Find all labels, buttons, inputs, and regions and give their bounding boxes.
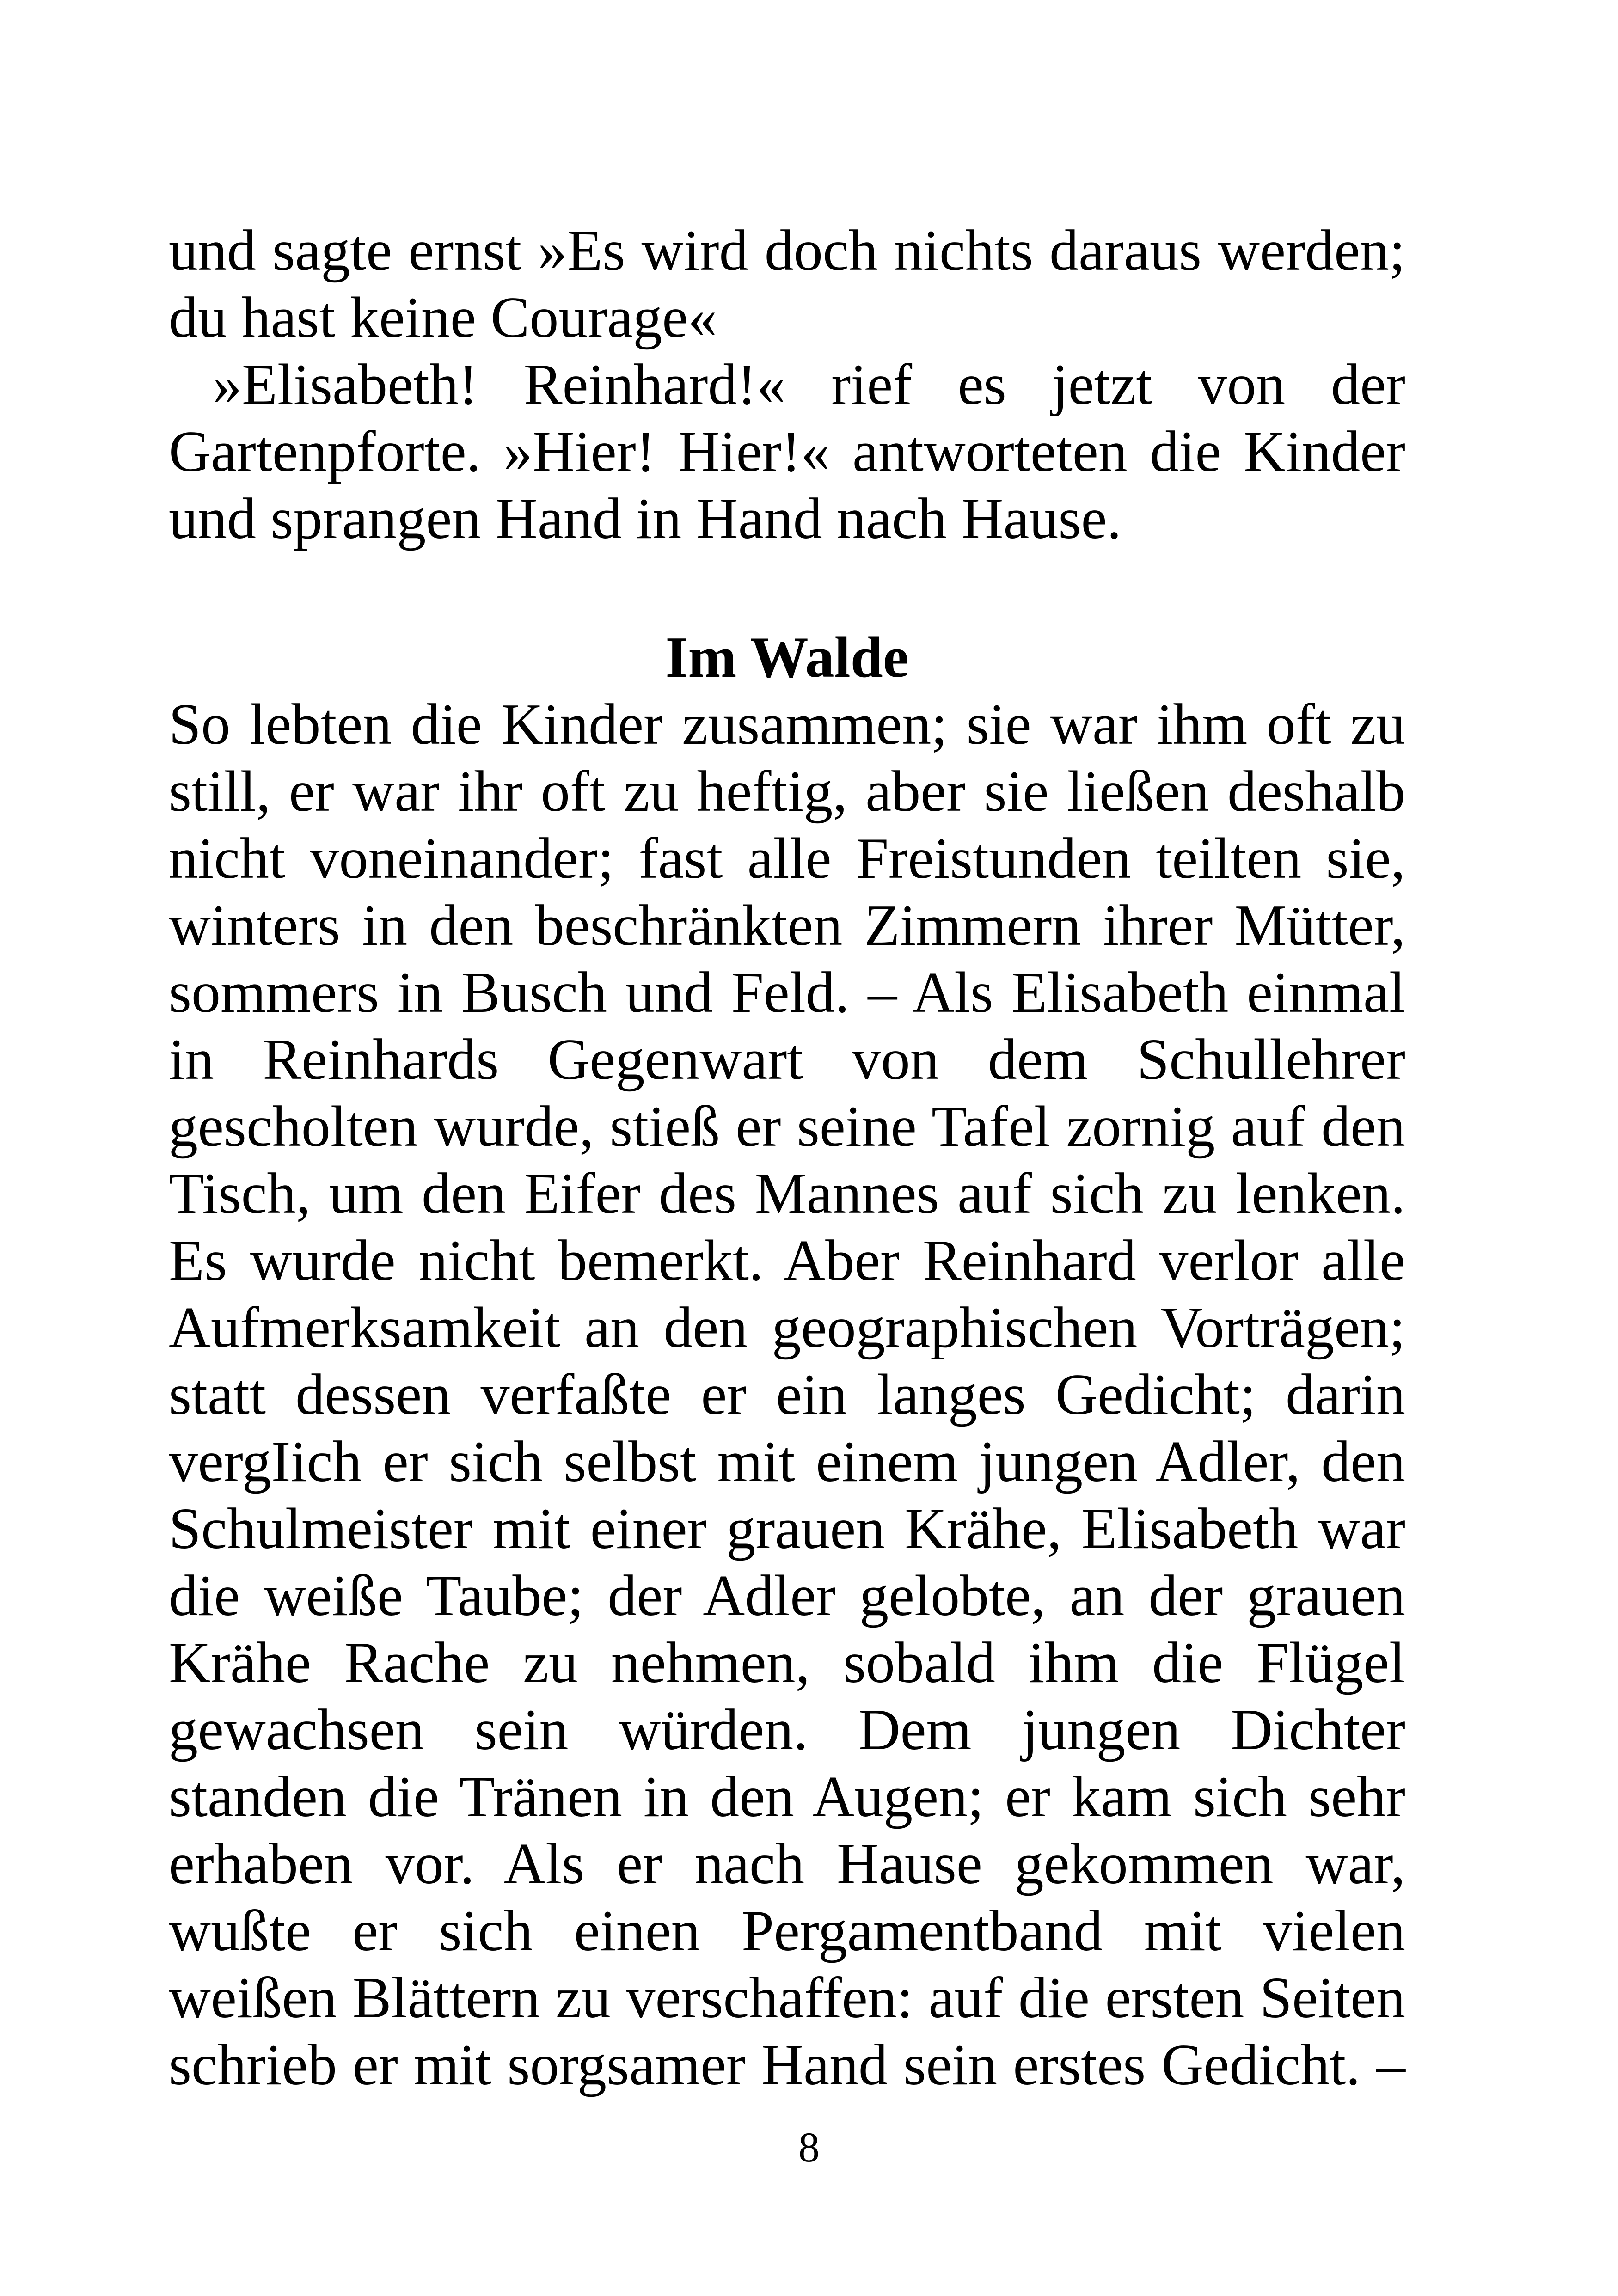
text-line: sommers in Busch und Feld. – Als Elisabeth einmal [169, 961, 1405, 1025]
text-line: die weiße Taube; der Adler gelobte, an der grauen [169, 1564, 1405, 1628]
text-line: wußte er sich einen Pergamentband mit vielen [169, 1899, 1405, 1963]
page-number: 8 [798, 2124, 820, 2171]
text-line: Aufmerksamkeit an den geographischen Vorträgen; [169, 1296, 1405, 1360]
text-line: Es wurde nicht bemerkt. Aber Reinhard verlor alle [169, 1229, 1405, 1293]
text-line: Gartenpforte. »Hier! Hier!« antworteten die Kinder [169, 420, 1405, 484]
text-line: und sprangen Hand in Hand nach Hause. [169, 487, 1122, 551]
text-line: erhaben vor. Als er nach Hause gekommen war, [169, 1832, 1405, 1896]
text-line: So lebten die Kinder zusammen; sie war ihm oft zu [169, 692, 1405, 757]
paragraph-2 [169, 351, 1405, 552]
text-line: gescholten wurde, stieß er seine Tafel zornig auf den [169, 1095, 1405, 1159]
paragraph-3 [169, 691, 1405, 2099]
text-line: weißen Blättern zu verschaffen: auf die ersten Seiten [169, 1966, 1405, 2030]
text-line: schrieb er mit sorgsamer Hand sein erstes Gedicht. – [169, 2033, 1405, 2097]
text-line: in Reinhards Gegenwart von dem Schullehrer [169, 1028, 1405, 1092]
text-line: Schulmeister mit einer grauen Krähe, Elisabeth war [169, 1497, 1405, 1561]
page-body [169, 217, 1405, 2099]
text-line: winters in den beschränkten Zimmern ihrer Mütter, [169, 894, 1405, 958]
text-line: gewachsen sein würden. Dem jungen Dichter [169, 1698, 1405, 1762]
text-line: Krähe Rache zu nehmen, sobald ihm die Flügel [169, 1631, 1405, 1695]
paragraph-1 [169, 217, 1405, 351]
text-line: vergIich er sich selbst mit einem jungen Adler, den [169, 1430, 1405, 1494]
text-line: Tisch, um den Eifer des Mannes auf sich zu lenken. [169, 1162, 1405, 1226]
text-line: still, er war ihr oft zu heftig, aber sie ließen deshalb [169, 759, 1405, 824]
text-line: standen die Tränen in den Augen; er kam sich sehr [169, 1765, 1405, 1829]
text-line: nicht voneinander; fast alle Freistunden teilten sie, [169, 827, 1405, 891]
text-line: statt dessen verfaßte er ein langes Gedicht; darin [169, 1363, 1405, 1427]
text-line: du hast keine Courage« [169, 286, 717, 350]
text-line: und sagte ernst »Es wird doch nichts daraus werden; [169, 219, 1405, 283]
section-heading: Im Walde [665, 625, 909, 690]
text-line: »Elisabeth! Reinhard!« rief es jetzt von der [213, 353, 1405, 417]
